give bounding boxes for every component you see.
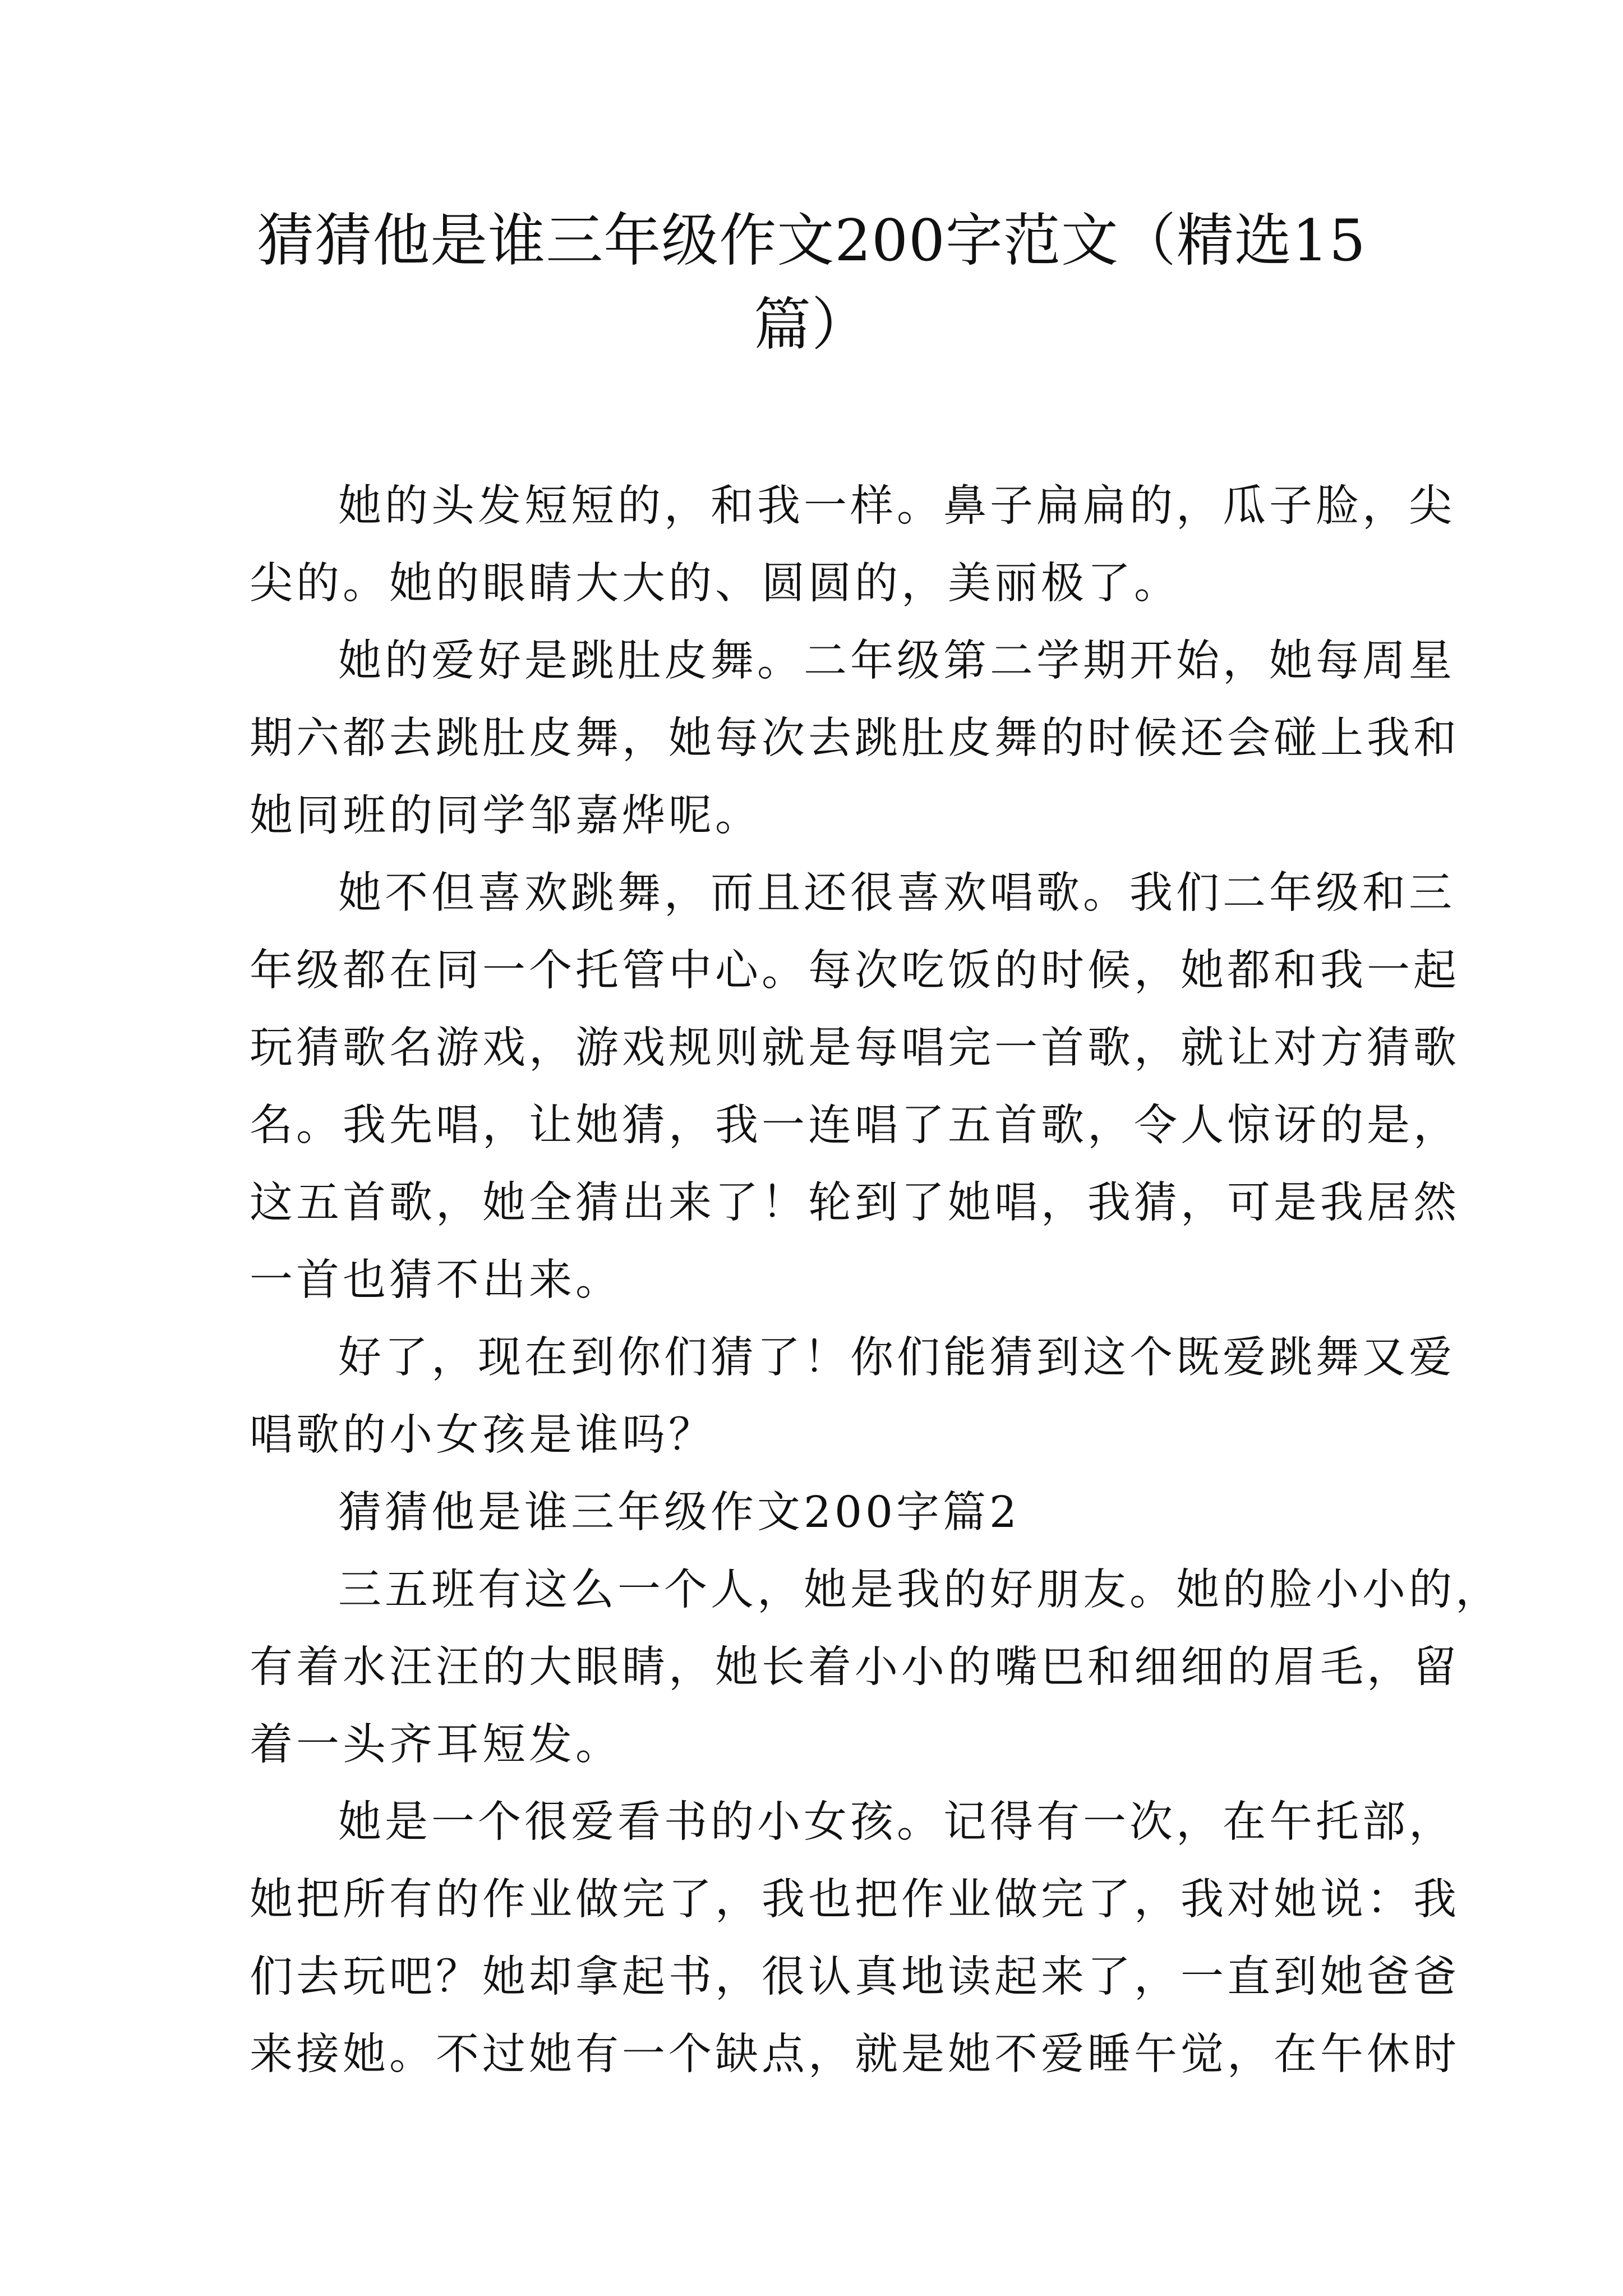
paragraph-1	[250, 468, 1455, 623]
text-line: 她的爱好是跳肚皮舞。二年级第二学期开始，她每周星	[338, 636, 1455, 686]
text-line: 年级都在同一个托管中心。每次吃饭的时候，她都和我一起	[250, 946, 1460, 996]
text-line: 这五首歌，她全猜出来了！轮到了她唱，我猜，可是我居然	[250, 1178, 1460, 1228]
paragraph-6	[250, 1784, 1460, 2093]
paragraph-4	[250, 1319, 1455, 1474]
text-line: 尖的。她的眼睛大大的、圆圆的，美丽极了。	[250, 559, 1181, 609]
document-title	[236, 199, 1387, 367]
text-line: 玩猜歌名游戏，游戏规则就是每唱完一首歌，就让对方猜歌	[250, 1023, 1460, 1073]
text-line: 来接她。不过她有一个缺点，就是她不爱睡午觉，在午休时	[250, 2030, 1460, 2079]
document-body	[250, 468, 1502, 2093]
text-line: 她不但喜欢跳舞，而且还很喜欢唱歌。我们二年级和三	[338, 868, 1455, 918]
text-line: 三五班有这么一个人，她是我的好朋友。她的脸小小的，	[338, 1565, 1502, 1615]
text-line: 她的头发短短的，和我一样。鼻子扁扁的，瓜子脸，尖	[338, 481, 1455, 531]
text-line: 猜猜他是谁三年级作文200字篇2	[338, 1488, 1020, 1538]
text-line: 有着水汪汪的大眼睛，她长着小小的嘴巴和细细的眉毛，留	[250, 1642, 1460, 1692]
text-line: 她把所有的作业做完了，我也把作业做完了，我对她说：我	[250, 1875, 1460, 1925]
text-line: 好了，现在到你们猜了！你们能猜到这个既爱跳舞又爱	[338, 1333, 1455, 1383]
text-line: 唱歌的小女孩是谁吗？	[250, 1410, 715, 1460]
text-line: 们去玩吧？她却拿起书，很认真地读起来了，一直到她爸爸	[250, 1952, 1460, 2002]
text-line: 她同班的同学邹嘉烨呢。	[250, 791, 762, 841]
text-line: 期六都去跳肚皮舞，她每次去跳肚皮舞的时候还会碰上我和	[250, 714, 1460, 763]
text-line: 名。我先唱，让她猜，我一连唱了五首歌，令人惊讶的是，	[250, 1101, 1460, 1151]
section-heading-2	[250, 1474, 1382, 1552]
text-line: 她是一个很爱看书的小女孩。记得有一次，在午托部，	[338, 1797, 1455, 1847]
paragraph-2	[250, 623, 1460, 855]
text-line: 着一头齐耳短发。	[250, 1720, 622, 1770]
paragraph-5	[250, 1552, 1502, 1784]
paragraph-3	[250, 855, 1460, 1319]
title-line: 篇）	[754, 292, 869, 358]
text-line: 一首也猜不出来。	[250, 1255, 622, 1305]
title-line: 猜猜他是谁三年级作文200字范文（精选15	[257, 208, 1366, 274]
